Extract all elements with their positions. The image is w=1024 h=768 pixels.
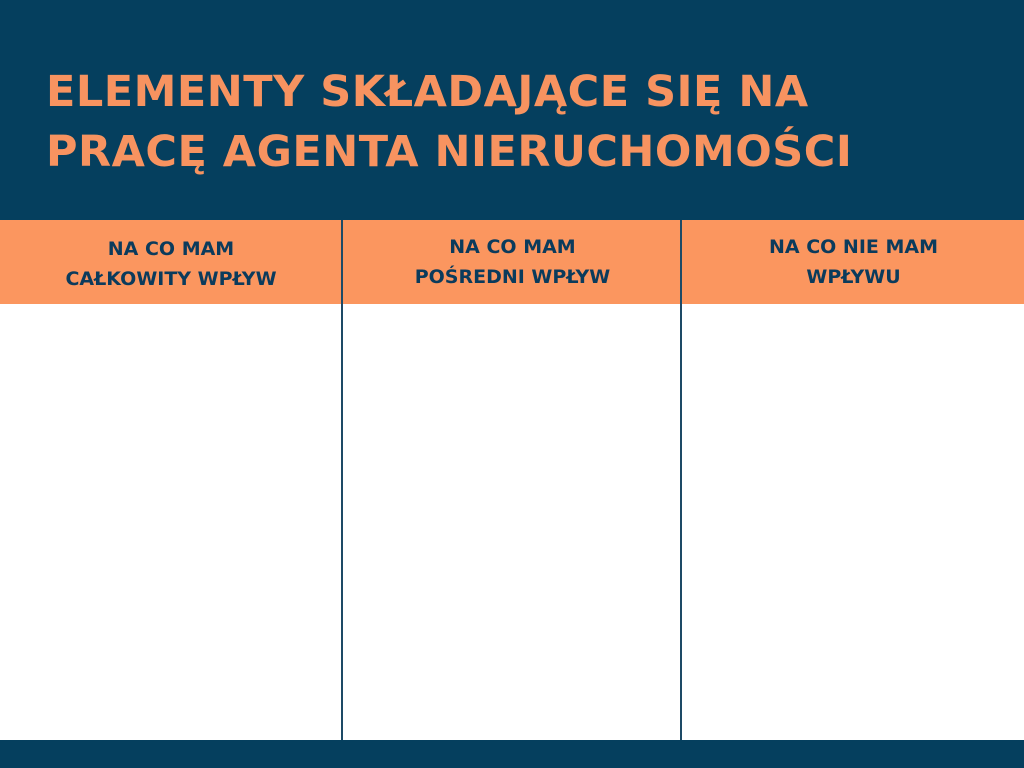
column-header-full-influence-line-1: NA CO MAM [107,238,235,260]
column-divider [680,220,682,740]
title-banner [0,0,1024,220]
column-header-no-influence-line-2: WPŁYWU [806,266,901,288]
page-title [46,62,852,182]
column-header-no-influence-line-1: NA CO NIE MAM [768,236,938,258]
page-title-line-2: PRACĘ AGENTA NIERUCHOMOŚCI [46,127,853,177]
column-header-indirect-influence-line-1: NA CO MAM [449,236,576,258]
column-header-full-influence [0,220,342,306]
column-body-indirect-influence [343,304,680,740]
column-header-no-influence [683,220,1024,304]
footer-band [0,740,1024,768]
page-title-line-1: ELEMENTY SKŁADAJĄCE SIĘ NA [46,67,809,117]
column-divider [341,220,343,740]
column-body-no-influence [682,304,1024,740]
column-header-indirect-influence-line-2: POŚREDNI WPŁYW [414,266,611,288]
column-body-full-influence [0,304,341,740]
column-header-full-influence-line-2: CAŁKOWITY WPŁYW [65,268,277,290]
column-header-indirect-influence [344,220,681,304]
